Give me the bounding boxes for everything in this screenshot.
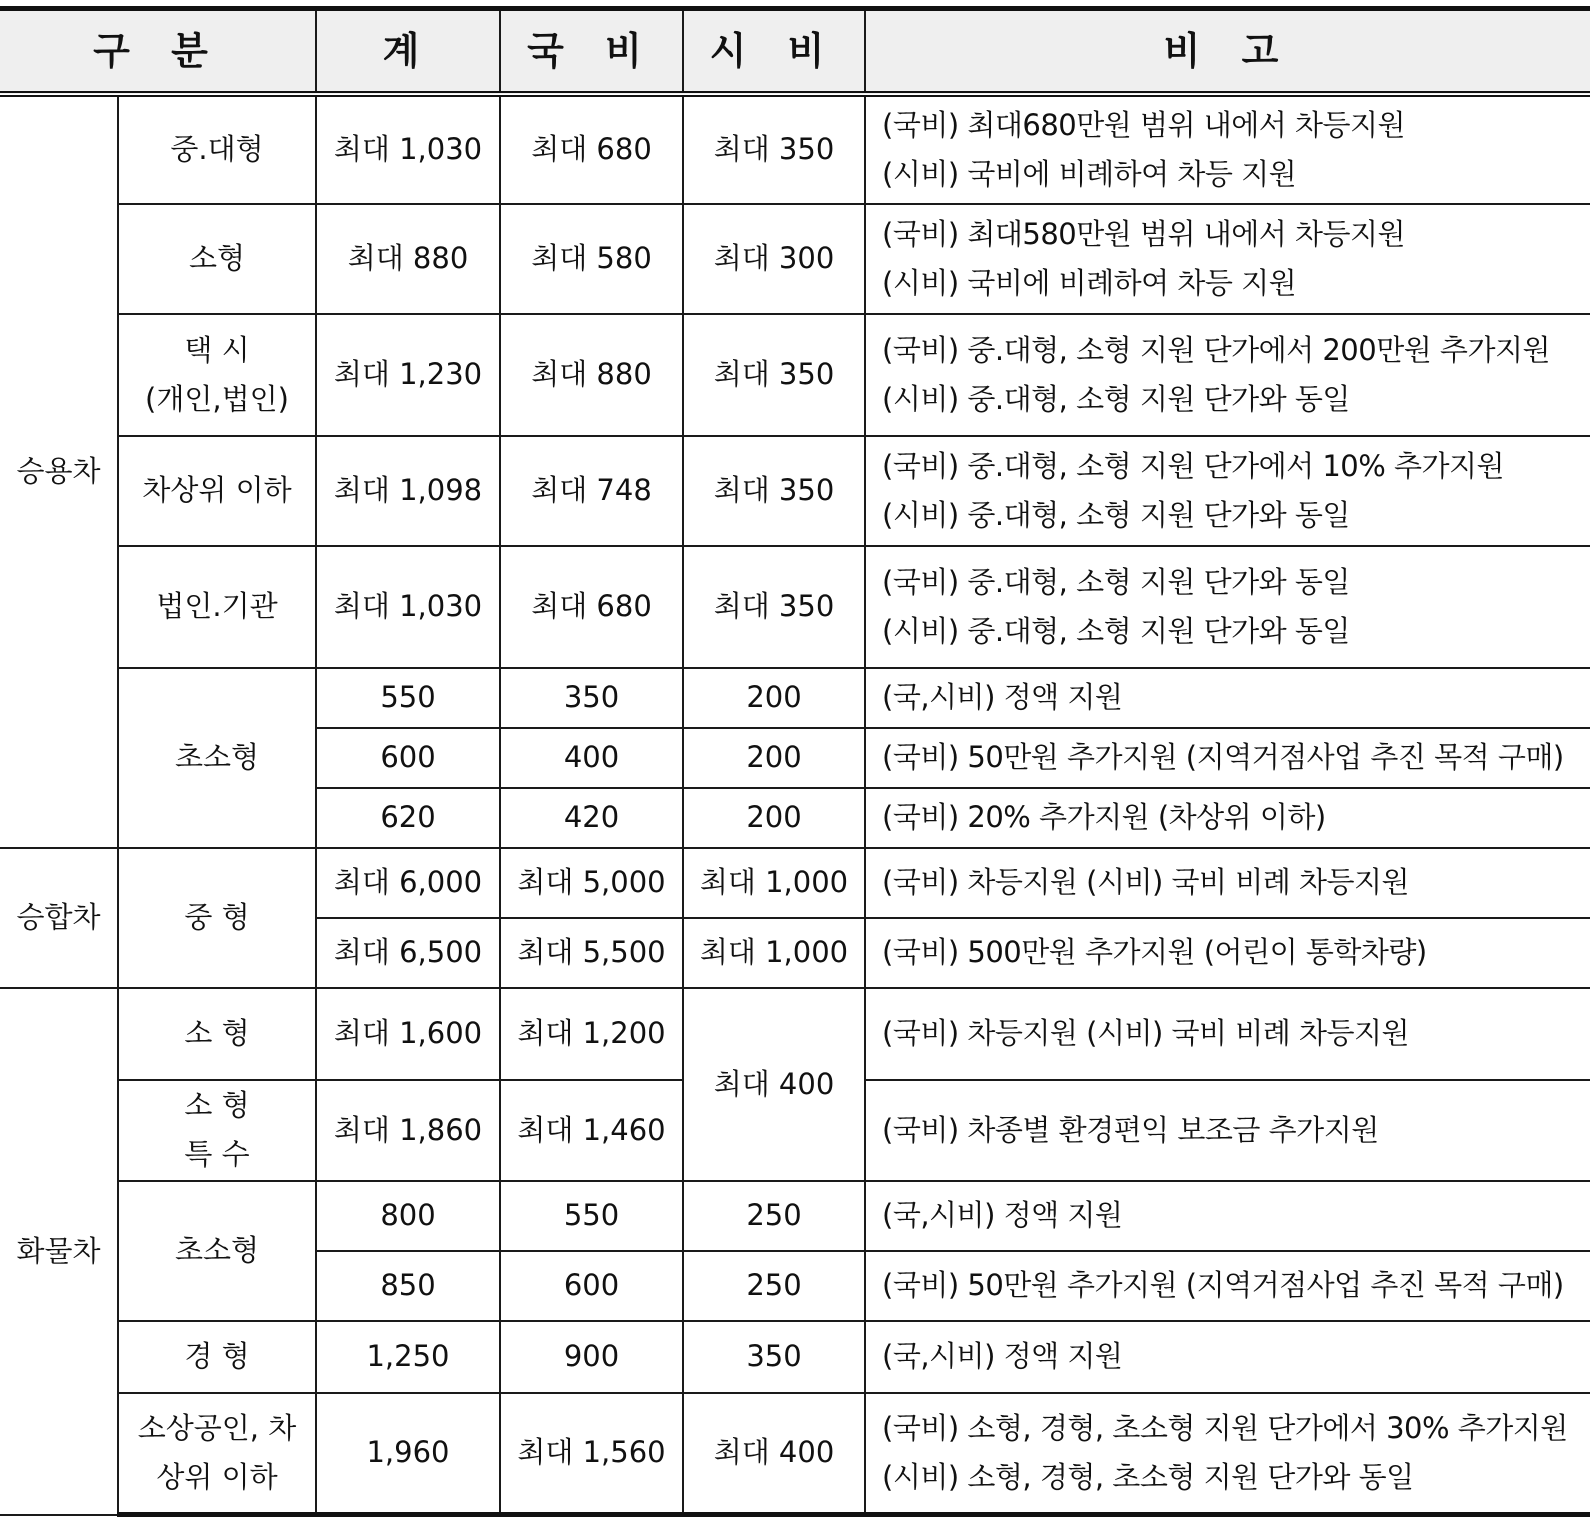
city-cell: 최대 1,000 (683, 848, 865, 918)
remarks-cell (865, 94, 1590, 204)
remarks-line: (국비) 중.대형, 소형 지원 단가에서 200만원 추가지원 (882, 332, 1550, 367)
total-cell: 최대 1,098 (316, 436, 500, 546)
vehicle-type-line: 택 시 (184, 332, 250, 367)
remarks-cell (865, 314, 1590, 436)
vehicle-type (118, 1080, 316, 1181)
vehicle-type-line: (개인,법인) (145, 382, 289, 416)
city-cell: 250 (683, 1181, 865, 1251)
table-row (0, 848, 1590, 918)
vehicle-type: 중 형 (118, 848, 316, 988)
remarks-cell: (국비) 차종별 환경편익 보조금 추가지원 (865, 1080, 1590, 1181)
national-cell: 550 (500, 1181, 683, 1251)
national-cell: 최대 1,200 (500, 988, 683, 1080)
city-cell: 최대 1,000 (683, 918, 865, 988)
vehicle-type: 중.대형 (118, 94, 316, 204)
table-row (0, 314, 1590, 436)
table-row (0, 988, 1590, 1080)
vehicle-type: 법인.기관 (118, 546, 316, 668)
city-cell: 최대 350 (683, 436, 865, 546)
total-cell: 800 (316, 1181, 500, 1251)
group-label-truck: 화물차 (0, 988, 118, 1515)
national-cell: 최대 680 (500, 546, 683, 668)
table-row (0, 668, 1590, 728)
city-cell: 최대 400 (683, 988, 865, 1181)
national-cell: 최대 580 (500, 204, 683, 314)
city-cell: 250 (683, 1251, 865, 1321)
group-label-sedan: 승용차 (0, 94, 118, 848)
vehicle-type: 초소형 (118, 1181, 316, 1321)
city-cell: 최대 350 (683, 546, 865, 668)
national-cell: 900 (500, 1321, 683, 1393)
total-cell: 850 (316, 1251, 500, 1321)
remarks-line: (국비) 중.대형, 소형 지원 단가와 동일 (882, 564, 1350, 599)
remarks-line: (시비) 중.대형, 소형 지원 단가와 동일 (882, 382, 1350, 416)
remarks-line: (국비) 최대680만원 범위 내에서 차등지원 (882, 107, 1406, 142)
remarks-line: (국비) 소형, 경형, 초소형 지원 단가에서 30% 추가지원 (882, 1410, 1568, 1445)
city-cell: 최대 350 (683, 314, 865, 436)
total-cell: 최대 1,030 (316, 546, 500, 668)
total-cell: 1,250 (316, 1321, 500, 1393)
remarks-cell: (국비) 50만원 추가지원 (지역거점사업 추진 목적 구매) (865, 728, 1590, 788)
city-cell: 최대 300 (683, 204, 865, 314)
vehicle-type-line: 소상공인, 차 (137, 1410, 297, 1445)
city-cell: 최대 400 (683, 1393, 865, 1515)
city-cell: 200 (683, 728, 865, 788)
header-remarks: 비 고 (865, 9, 1590, 95)
remarks-cell: (국,시비) 정액 지원 (865, 668, 1590, 728)
table-row (0, 94, 1590, 204)
remarks-line: (시비) 국비에 비례하여 차등 지원 (882, 266, 1297, 300)
table-row (0, 204, 1590, 314)
remarks-cell: (국비) 차등지원 (시비) 국비 비례 차등지원 (865, 988, 1590, 1080)
national-cell: 최대 5,000 (500, 848, 683, 918)
total-cell: 600 (316, 728, 500, 788)
remarks-cell: (국비) 차등지원 (시비) 국비 비례 차등지원 (865, 848, 1590, 918)
vehicle-type: 초소형 (118, 668, 316, 848)
national-cell: 420 (500, 788, 683, 848)
national-cell: 최대 1,560 (500, 1393, 683, 1515)
group-label-van: 승합차 (0, 848, 118, 988)
header-row (0, 9, 1590, 95)
total-cell: 620 (316, 788, 500, 848)
total-cell: 최대 880 (316, 204, 500, 314)
remarks-cell: (국,시비) 정액 지원 (865, 1321, 1590, 1393)
national-cell: 최대 1,460 (500, 1080, 683, 1181)
total-cell: 최대 1,600 (316, 988, 500, 1080)
vehicle-type-line: 상위 이하 (156, 1459, 278, 1494)
remarks-line: (시비) 중.대형, 소형 지원 단가와 동일 (882, 498, 1350, 532)
vehicle-type-line: 특 수 (184, 1137, 250, 1172)
table-row (0, 546, 1590, 668)
remarks-line: (국비) 중.대형, 소형 지원 단가에서 10% 추가지원 (882, 448, 1505, 483)
national-cell: 최대 880 (500, 314, 683, 436)
city-cell: 200 (683, 668, 865, 728)
remarks-line: (국비) 최대580만원 범위 내에서 차등지원 (882, 216, 1406, 251)
table-row (0, 1393, 1590, 1515)
table-row (0, 436, 1590, 546)
total-cell: 최대 1,230 (316, 314, 500, 436)
remarks-cell (865, 1393, 1590, 1515)
remarks-line: (시비) 국비에 비례하여 차등 지원 (882, 157, 1297, 191)
vehicle-type (118, 1393, 316, 1515)
vehicle-type: 경 형 (118, 1321, 316, 1393)
header-city: 시 비 (683, 9, 865, 95)
vehicle-type (118, 314, 316, 436)
remarks-cell: (국비) 20% 추가지원 (차상위 이하) (865, 788, 1590, 848)
header-category: 구 분 (0, 9, 316, 95)
national-cell: 최대 680 (500, 94, 683, 204)
total-cell: 최대 1,030 (316, 94, 500, 204)
national-cell: 400 (500, 728, 683, 788)
city-cell: 최대 350 (683, 94, 865, 204)
total-cell: 550 (316, 668, 500, 728)
vehicle-type-line: 소 형 (184, 1088, 250, 1122)
remarks-cell: (국비) 50만원 추가지원 (지역거점사업 추진 목적 구매) (865, 1251, 1590, 1321)
city-cell: 200 (683, 788, 865, 848)
remarks-cell (865, 436, 1590, 546)
remarks-line: (시비) 중.대형, 소형 지원 단가와 동일 (882, 614, 1350, 648)
table-row (0, 1181, 1590, 1251)
remarks-cell (865, 204, 1590, 314)
remarks-cell: (국비) 500만원 추가지원 (어린이 통학차량) (865, 918, 1590, 988)
vehicle-type: 소 형 (118, 988, 316, 1080)
national-cell: 600 (500, 1251, 683, 1321)
subsidy-table (0, 6, 1590, 1517)
national-cell: 최대 5,500 (500, 918, 683, 988)
vehicle-type: 소형 (118, 204, 316, 314)
total-cell: 최대 6,000 (316, 848, 500, 918)
table-row (0, 1321, 1590, 1393)
total-cell: 최대 1,860 (316, 1080, 500, 1181)
total-cell: 1,960 (316, 1393, 500, 1515)
total-cell: 최대 6,500 (316, 918, 500, 988)
subsidy-table-container (0, 6, 1590, 1517)
header-total: 계 (316, 9, 500, 95)
header-national: 국 비 (500, 9, 683, 95)
remarks-cell (865, 546, 1590, 668)
national-cell: 350 (500, 668, 683, 728)
remarks-line: (시비) 소형, 경형, 초소형 지원 단가와 동일 (882, 1459, 1414, 1494)
city-cell: 350 (683, 1321, 865, 1393)
vehicle-type: 차상위 이하 (118, 436, 316, 546)
national-cell: 최대 748 (500, 436, 683, 546)
remarks-cell: (국,시비) 정액 지원 (865, 1181, 1590, 1251)
